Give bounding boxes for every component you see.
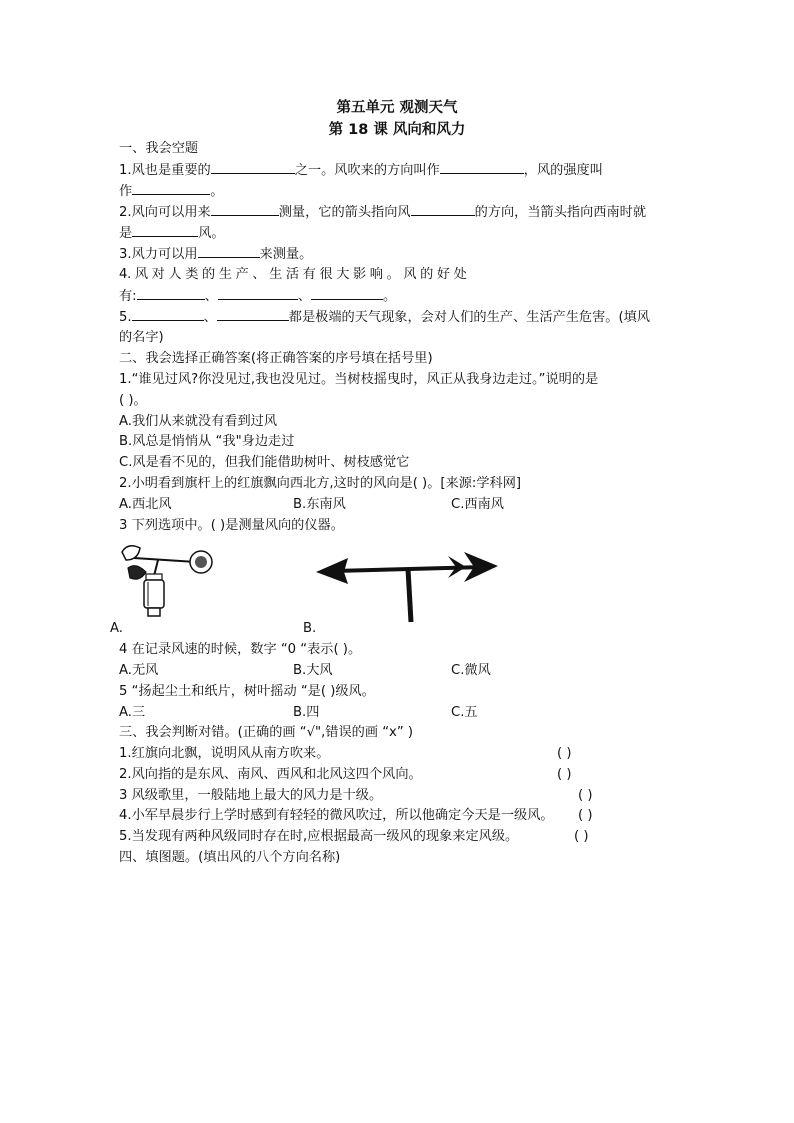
text: 。 [210,184,224,199]
s1-q5-line1 [119,308,650,326]
lesson-title: 第 18 课 风向和风力 [328,122,466,138]
s2-q1-line1: 1.“谁见过风?你没见过,我也没见过。当树枝摇曳时，风正从我身边走过。”说明的是 [119,372,599,387]
s2-q2-stem: 2.小明看到旗杆上的红旗飘向西北方,这时的风向是( )。[来源:学科网] [119,476,522,491]
text: 1.风也是重要的 [119,163,211,178]
s3-item-5-answer[interactable]: ( ) [574,829,589,844]
s3-item-2: 2.风向指的是东风、南风、西风和北风这四个风向。 [119,767,422,782]
section4-heading: 四、填图题。(填出风的八个方向名称) [119,850,341,865]
text: 2.风向可以用来 [119,205,211,220]
text: 3.风力可以用 [119,247,198,262]
text: 是 [119,226,133,241]
s2-q2-option-a: A.西北风 [119,497,172,512]
text: 来测量。 [259,247,313,262]
answer-blank[interactable] [132,224,198,237]
text: 、 [203,310,217,325]
s2-q2-option-b: B.东南风 [293,497,346,512]
s1-q3 [119,245,312,263]
s3-item-1: 1.红旗向北飘，说明风从南方吹来。 [119,746,330,761]
text: 。 [383,289,397,304]
s2-q5-stem: 5 “扬起尘土和纸片，树叶摇动 “是( )级风。 [119,684,375,699]
s1-q1-line2 [119,182,223,200]
s2-q4-option-c: C.微风 [451,663,491,678]
text: 都是极端的天气现象，会对人们的生产、生活产生危害。(填风 [288,310,650,325]
s1-q4-line2 [119,287,396,305]
s2-q1-option-c: C.风是看不见的，但我们能借助树叶、树枝感觉它 [119,455,410,470]
answer-blank[interactable] [311,287,383,300]
section2-heading: 二、我会选择正确答案(将正确答案的序号填在括号里) [119,351,433,366]
answer-blank[interactable] [440,161,524,174]
s3-item-1-answer[interactable]: ( ) [557,746,572,761]
unit-title: 第五单元 观测天气 [336,100,458,116]
s2-q5-option-b: B.四 [293,705,320,720]
s2-q2-option-c: C.西南风 [451,497,504,512]
text: 作 [119,184,133,199]
section3-heading: 三、我会判断对错。(正确的画 “√",错误的画 “x” ) [119,725,414,740]
s1-q1-line1 [119,161,603,179]
answer-blank[interactable] [217,308,289,321]
s2-q3-label-a: A. [110,621,123,636]
text: 之一。风吹来的方向叫作 [294,163,440,178]
text: 测量，它的箭头指向风 [278,205,411,220]
text: 、 [297,289,312,304]
answer-blank[interactable] [211,161,295,174]
s2-q5-option-c: C.五 [451,705,478,720]
text: 5. [119,310,132,325]
s2-q1-option-a: A.我们从来就没有看到过风 [119,414,278,429]
s2-q5-option-a: A.三 [119,705,146,720]
s2-q4-option-a: A.无风 [119,663,159,678]
section1-heading: 一、我会空题 [119,141,199,156]
text: 、 [204,289,218,304]
anemometer-icon [114,538,214,620]
answer-blank[interactable] [218,287,298,300]
s1-q2-line1 [119,203,646,221]
answer-blank[interactable] [198,245,260,258]
answer-blank[interactable] [132,182,210,195]
text: ，风的强度叫 [523,163,603,178]
s1-q2-line2 [119,224,225,242]
text: 有: [119,289,137,304]
s3-item-3: 3 风级歌里，一般陆地上最大的风力是十级。 [119,788,383,803]
s2-q4-option-b: B.大风 [293,663,333,678]
s1-q5-line2: 的名字) [119,330,164,345]
s1-q4-line1: 4. 风 对 人 类 的 生 产 、 生 活 有 很 大 影 响 。 风 的 好 处 [119,267,467,282]
text: 风。 [198,226,225,241]
s3-item-5: 5.当发现有两种风级同时存在时,应根据最高一级风的现象来定风级。 [119,829,519,844]
s2-q3-label-b: B. [303,621,317,636]
answer-blank[interactable] [411,203,475,216]
answer-blank[interactable] [132,308,204,321]
text: 的方向，当箭头指向西南时就 [474,205,647,220]
wind-vane-icon [314,548,500,626]
s3-item-2-answer[interactable]: ( ) [557,767,572,782]
answer-blank[interactable] [137,287,205,300]
s3-item-3-answer[interactable]: ( ) [578,788,593,803]
s2-q3-stem: 3 下列选项中。( )是测量风向的仪器。 [119,518,344,533]
answer-blank[interactable] [211,203,279,216]
s3-item-4-answer[interactable]: ( ) [578,808,593,823]
s2-q1-option-b: B.风总是悄悄从 “我"身边走过 [119,434,295,449]
s2-q4-stem: 4 在记录风速的时候，数字 “0 “表示( )。 [119,642,362,657]
s2-q1-line2: ( )。 [119,393,147,408]
s3-item-4: 4.小军早晨步行上学时感到有轻轻的微风吹过，所以他确定今天是一级风。 [119,808,554,823]
